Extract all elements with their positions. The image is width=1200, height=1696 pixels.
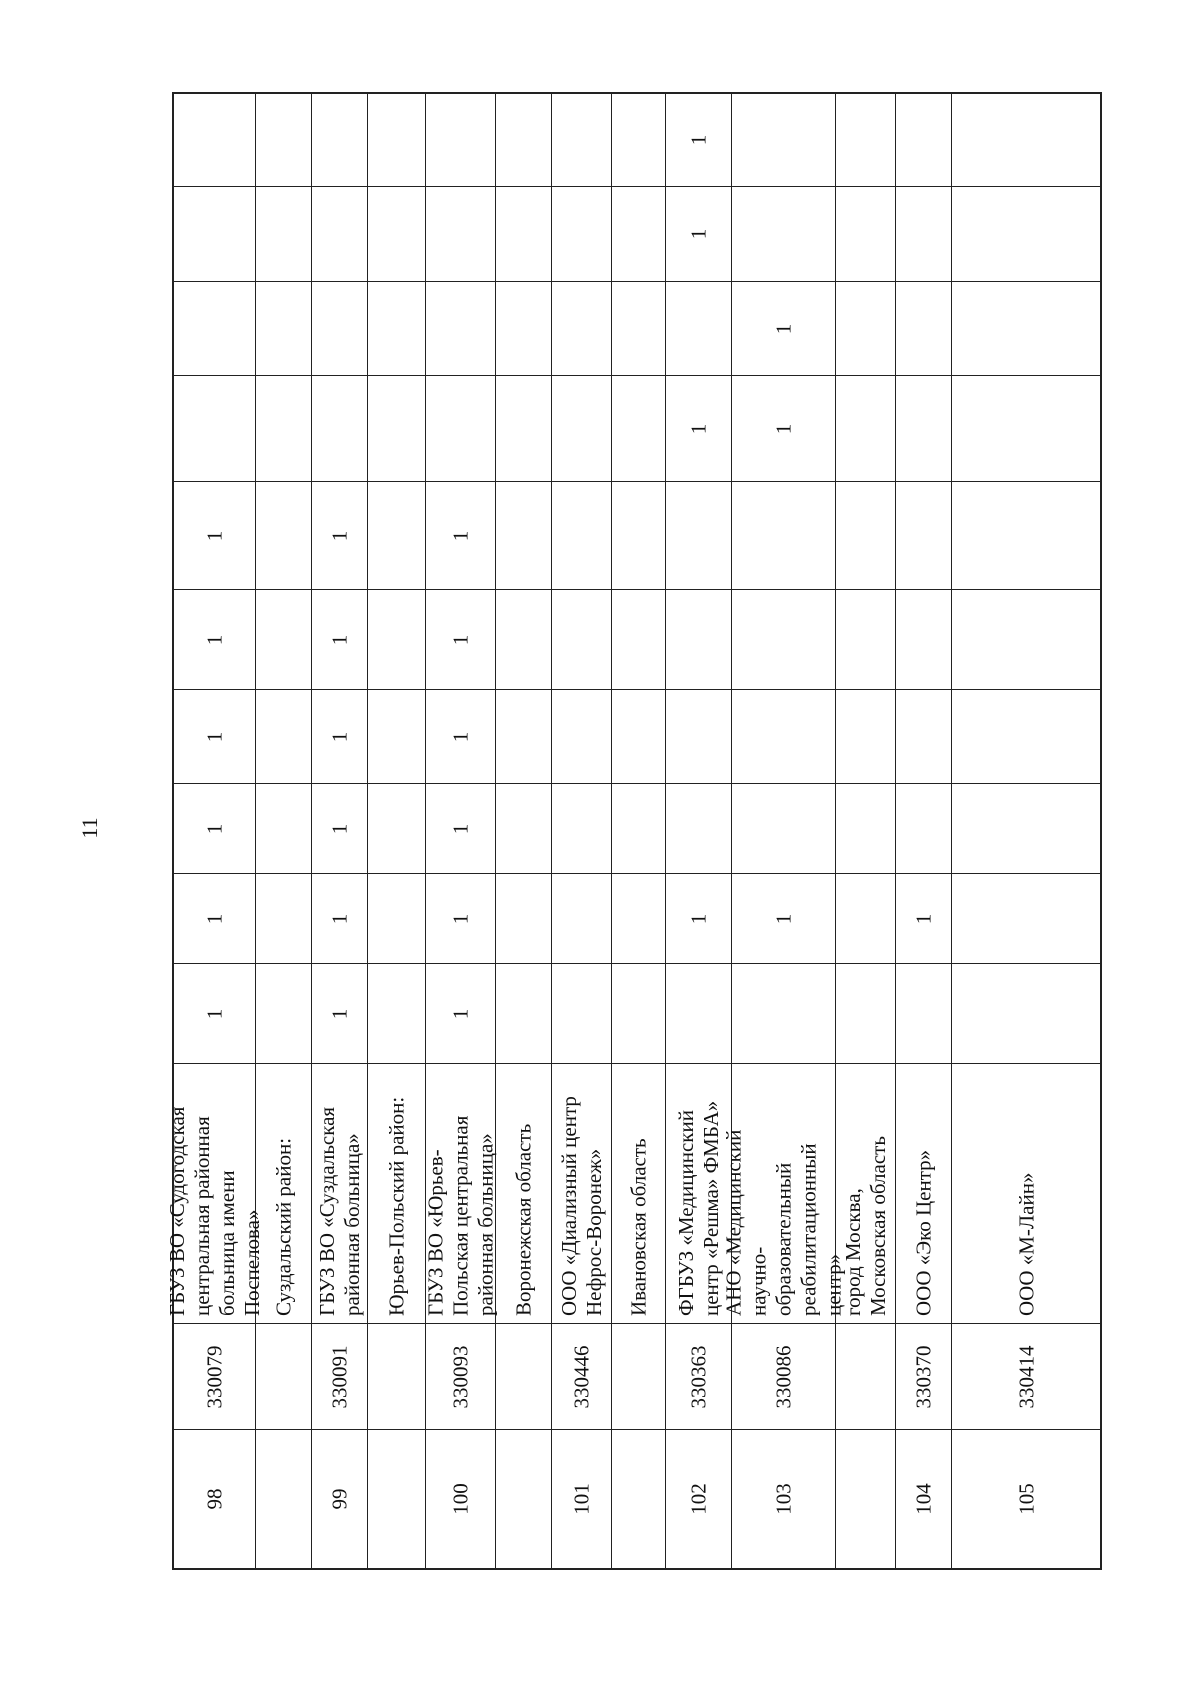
mark-cell xyxy=(732,964,836,1064)
mark-cell xyxy=(368,282,426,376)
mark-cell xyxy=(426,376,496,482)
mark-cell xyxy=(552,282,612,376)
row-number-cell xyxy=(732,1430,836,1568)
mark-cell xyxy=(896,784,952,874)
mark-value: 1 xyxy=(686,134,710,146)
name-cell xyxy=(423,1064,497,1324)
mark-cell xyxy=(836,187,896,282)
row-number-cell xyxy=(952,1430,1102,1568)
code-cell xyxy=(368,1324,426,1430)
mark-cell xyxy=(896,282,952,376)
mark-cell xyxy=(952,94,1102,187)
mark-cell xyxy=(612,187,666,282)
mark-cell xyxy=(426,874,496,964)
code-cell xyxy=(174,1324,256,1430)
row-number: 104 xyxy=(911,1483,935,1515)
mark-cell xyxy=(612,94,666,187)
mark-cell xyxy=(896,94,952,187)
organization-name: Юрьев-Польский район: xyxy=(384,1096,408,1316)
code-cell xyxy=(666,1324,732,1430)
mark-value: 1 xyxy=(771,913,795,924)
page-number: 11 xyxy=(77,817,102,839)
mark-cell xyxy=(426,282,496,376)
mark-cell xyxy=(836,964,896,1064)
mark-cell xyxy=(174,282,256,376)
mark-cell xyxy=(612,282,666,376)
row-number: 103 xyxy=(771,1483,795,1515)
mark-value: 1 xyxy=(686,423,710,434)
mark-cell xyxy=(666,874,732,964)
organization-name: ГБУЗ ВО «Юрьев- Польская центральная районная больница» xyxy=(423,1115,497,1316)
mark-cell xyxy=(952,376,1102,482)
row-number: 100 xyxy=(448,1483,472,1515)
name-cell xyxy=(952,1064,1102,1324)
mark-cell xyxy=(836,376,896,482)
mark-cell xyxy=(732,874,836,964)
mark-cell xyxy=(174,784,256,874)
organization-name: АНО «Медицинский научно- образовательный реабилитационный центр» xyxy=(721,1129,845,1316)
organization-name: ООО «М-Лайн» xyxy=(1014,1172,1039,1316)
mark-value: 1 xyxy=(202,913,226,924)
mark-cell xyxy=(732,590,836,690)
mark-cell xyxy=(836,482,896,590)
mark-cell xyxy=(426,784,496,874)
mark-cell xyxy=(426,590,496,690)
mark-cell xyxy=(896,187,952,282)
mark-cell xyxy=(666,590,732,690)
name-cell xyxy=(721,1064,845,1324)
row-number-cell xyxy=(426,1430,496,1568)
mark-value: 1 xyxy=(911,913,935,924)
mark-value: 1 xyxy=(202,823,226,834)
registry-code: 330363 xyxy=(686,1345,710,1408)
mark-value: 1 xyxy=(448,1008,472,1019)
row-number: 102 xyxy=(686,1483,710,1515)
mark-cell xyxy=(836,94,896,187)
mark-cell xyxy=(174,874,256,964)
mark-value: 1 xyxy=(448,823,472,834)
data-table xyxy=(164,92,1102,1570)
mark-value: 1 xyxy=(202,1008,226,1019)
mark-cell xyxy=(612,376,666,482)
mark-cell xyxy=(256,482,312,590)
mark-value: 1 xyxy=(202,731,226,742)
mark-cell xyxy=(896,376,952,482)
code-cell xyxy=(896,1324,952,1430)
mark-cell xyxy=(496,964,552,1064)
mark-cell xyxy=(312,964,368,1064)
code-cell xyxy=(426,1324,496,1430)
mark-value: 1 xyxy=(448,913,472,924)
organization-name: ООО «Эко Центр» xyxy=(911,1149,935,1316)
mark-value: 1 xyxy=(202,530,226,541)
row-number-cell xyxy=(174,1430,256,1568)
name-cell xyxy=(256,1064,312,1324)
mark-cell xyxy=(552,590,612,690)
code-cell xyxy=(256,1324,312,1430)
organization-name: Суздальский район: xyxy=(271,1137,295,1316)
row-number-cell xyxy=(368,1430,426,1568)
mark-cell xyxy=(612,874,666,964)
mark-value: 1 xyxy=(327,913,351,924)
mark-cell xyxy=(666,690,732,784)
mark-cell xyxy=(896,964,952,1064)
mark-cell xyxy=(552,482,612,590)
mark-cell xyxy=(368,964,426,1064)
mark-cell xyxy=(552,964,612,1064)
mark-cell xyxy=(612,590,666,690)
mark-cell xyxy=(666,376,732,482)
mark-cell xyxy=(732,187,836,282)
mark-cell xyxy=(732,94,836,187)
mark-value: 1 xyxy=(448,530,472,541)
row-number-cell xyxy=(496,1430,552,1568)
row-number-cell xyxy=(256,1430,312,1568)
mark-cell xyxy=(426,94,496,187)
mark-cell xyxy=(666,94,732,187)
mark-cell xyxy=(368,874,426,964)
mark-cell xyxy=(312,784,368,874)
mark-value: 1 xyxy=(327,823,351,834)
mark-cell xyxy=(952,482,1102,590)
organization-name: Воронежская область xyxy=(511,1123,535,1316)
mark-cell xyxy=(952,590,1102,690)
mark-cell xyxy=(952,784,1102,874)
mark-cell xyxy=(426,964,496,1064)
code-cell xyxy=(732,1324,836,1430)
mark-cell xyxy=(552,874,612,964)
mark-cell xyxy=(896,482,952,590)
mark-cell xyxy=(666,964,732,1064)
mark-cell xyxy=(666,482,732,590)
mark-cell xyxy=(174,964,256,1064)
mark-cell xyxy=(496,690,552,784)
mark-cell xyxy=(312,94,368,187)
mark-cell xyxy=(312,282,368,376)
mark-cell xyxy=(732,376,836,482)
mark-cell xyxy=(256,590,312,690)
mark-cell xyxy=(612,482,666,590)
mark-cell xyxy=(612,964,666,1064)
row-number-cell xyxy=(612,1430,666,1568)
mark-cell xyxy=(612,690,666,784)
organization-name: Ивановская область xyxy=(626,1137,650,1316)
mark-cell xyxy=(896,690,952,784)
mark-value: 1 xyxy=(327,530,351,541)
mark-cell xyxy=(368,187,426,282)
mark-value: 1 xyxy=(448,731,472,742)
code-cell xyxy=(312,1324,368,1430)
mark-cell xyxy=(552,187,612,282)
mark-cell xyxy=(368,482,426,590)
mark-cell xyxy=(732,482,836,590)
mark-value: 1 xyxy=(327,731,351,742)
name-cell xyxy=(896,1064,952,1324)
mark-cell xyxy=(552,784,612,874)
mark-cell xyxy=(732,784,836,874)
mark-cell xyxy=(368,376,426,482)
mark-cell xyxy=(368,784,426,874)
mark-cell xyxy=(174,482,256,590)
mark-cell xyxy=(732,690,836,784)
mark-cell xyxy=(174,690,256,784)
mark-cell xyxy=(666,784,732,874)
mark-cell xyxy=(496,874,552,964)
mark-cell xyxy=(952,874,1102,964)
mark-cell xyxy=(896,874,952,964)
mark-cell xyxy=(496,282,552,376)
mark-cell xyxy=(952,282,1102,376)
code-cell xyxy=(612,1324,666,1430)
mark-cell xyxy=(496,482,552,590)
row-number-cell xyxy=(896,1430,952,1568)
mark-cell xyxy=(174,376,256,482)
registry-code: 330086 xyxy=(771,1345,795,1408)
row-number: 98 xyxy=(202,1488,226,1510)
registry-code: 330414 xyxy=(1014,1345,1039,1408)
mark-value: 1 xyxy=(327,634,351,645)
name-cell xyxy=(368,1064,426,1324)
mark-cell xyxy=(312,482,368,590)
mark-cell xyxy=(312,690,368,784)
name-cell xyxy=(612,1064,666,1324)
registry-code: 330091 xyxy=(327,1345,351,1408)
organization-name: ФГБУЗ «Медицинский центр «Решма» ФМБА» xyxy=(673,1100,723,1316)
code-cell xyxy=(836,1324,896,1430)
mark-cell xyxy=(368,94,426,187)
mark-cell xyxy=(836,874,896,964)
mark-cell xyxy=(666,187,732,282)
mark-cell xyxy=(952,964,1102,1064)
mark-cell xyxy=(552,376,612,482)
registry-code: 330370 xyxy=(911,1345,935,1408)
mark-cell xyxy=(174,187,256,282)
mark-cell xyxy=(666,282,732,376)
mark-cell xyxy=(174,590,256,690)
registry-code: 330079 xyxy=(202,1345,226,1408)
name-cell xyxy=(164,1064,264,1324)
mark-cell xyxy=(256,376,312,482)
mark-cell xyxy=(256,94,312,187)
mark-cell xyxy=(552,94,612,187)
organization-name: ГБУЗ ВО «Суздальская районная больница» xyxy=(314,1106,364,1316)
mark-cell xyxy=(496,94,552,187)
mark-value: 1 xyxy=(327,1008,351,1019)
mark-cell xyxy=(552,690,612,784)
organization-name: ООО «Диализный центр Нефрос-Воронеж» xyxy=(556,1095,606,1316)
row-number: 101 xyxy=(569,1483,593,1515)
mark-cell xyxy=(256,187,312,282)
row-number-cell xyxy=(312,1430,368,1568)
mark-cell xyxy=(496,376,552,482)
code-cell xyxy=(952,1324,1102,1430)
mark-value: 1 xyxy=(686,228,710,240)
row-number-cell xyxy=(666,1430,732,1568)
mark-cell xyxy=(612,784,666,874)
mark-cell xyxy=(256,874,312,964)
mark-cell xyxy=(256,784,312,874)
registry-code: 330446 xyxy=(569,1345,593,1408)
mark-cell xyxy=(836,282,896,376)
code-cell xyxy=(552,1324,612,1430)
code-cell xyxy=(496,1324,552,1430)
name-cell xyxy=(552,1064,612,1324)
organization-name: ГБУЗ ВО «Судогодская центральная районная больница имени Поспелова» xyxy=(164,1106,264,1316)
mark-cell xyxy=(952,690,1102,784)
mark-value: 1 xyxy=(448,634,472,645)
mark-cell xyxy=(426,482,496,590)
organization-name: город Москва, Московская область xyxy=(840,1135,890,1316)
mark-cell xyxy=(836,590,896,690)
mark-value: 1 xyxy=(686,913,710,924)
mark-cell xyxy=(426,690,496,784)
mark-cell xyxy=(836,690,896,784)
mark-cell xyxy=(496,784,552,874)
row-number: 99 xyxy=(327,1488,351,1510)
mark-cell xyxy=(368,690,426,784)
mark-value: 1 xyxy=(202,634,226,645)
mark-cell xyxy=(312,376,368,482)
mark-cell xyxy=(312,187,368,282)
mark-cell xyxy=(732,282,836,376)
mark-cell xyxy=(496,590,552,690)
mark-cell xyxy=(426,187,496,282)
mark-cell xyxy=(256,282,312,376)
mark-cell xyxy=(312,874,368,964)
mark-cell xyxy=(496,187,552,282)
name-cell xyxy=(312,1064,368,1324)
name-cell xyxy=(836,1064,896,1324)
mark-cell xyxy=(896,590,952,690)
mark-cell xyxy=(174,94,256,187)
mark-cell xyxy=(256,690,312,784)
mark-cell xyxy=(836,784,896,874)
mark-cell xyxy=(952,187,1102,282)
row-number-cell xyxy=(552,1430,612,1568)
mark-cell xyxy=(256,964,312,1064)
mark-cell xyxy=(368,590,426,690)
registry-code: 330093 xyxy=(448,1345,472,1408)
name-cell xyxy=(496,1064,552,1324)
row-number: 105 xyxy=(1014,1483,1039,1515)
mark-value: 1 xyxy=(771,423,795,434)
mark-cell xyxy=(312,590,368,690)
row-number-cell xyxy=(836,1430,896,1568)
mark-value: 1 xyxy=(771,323,795,334)
